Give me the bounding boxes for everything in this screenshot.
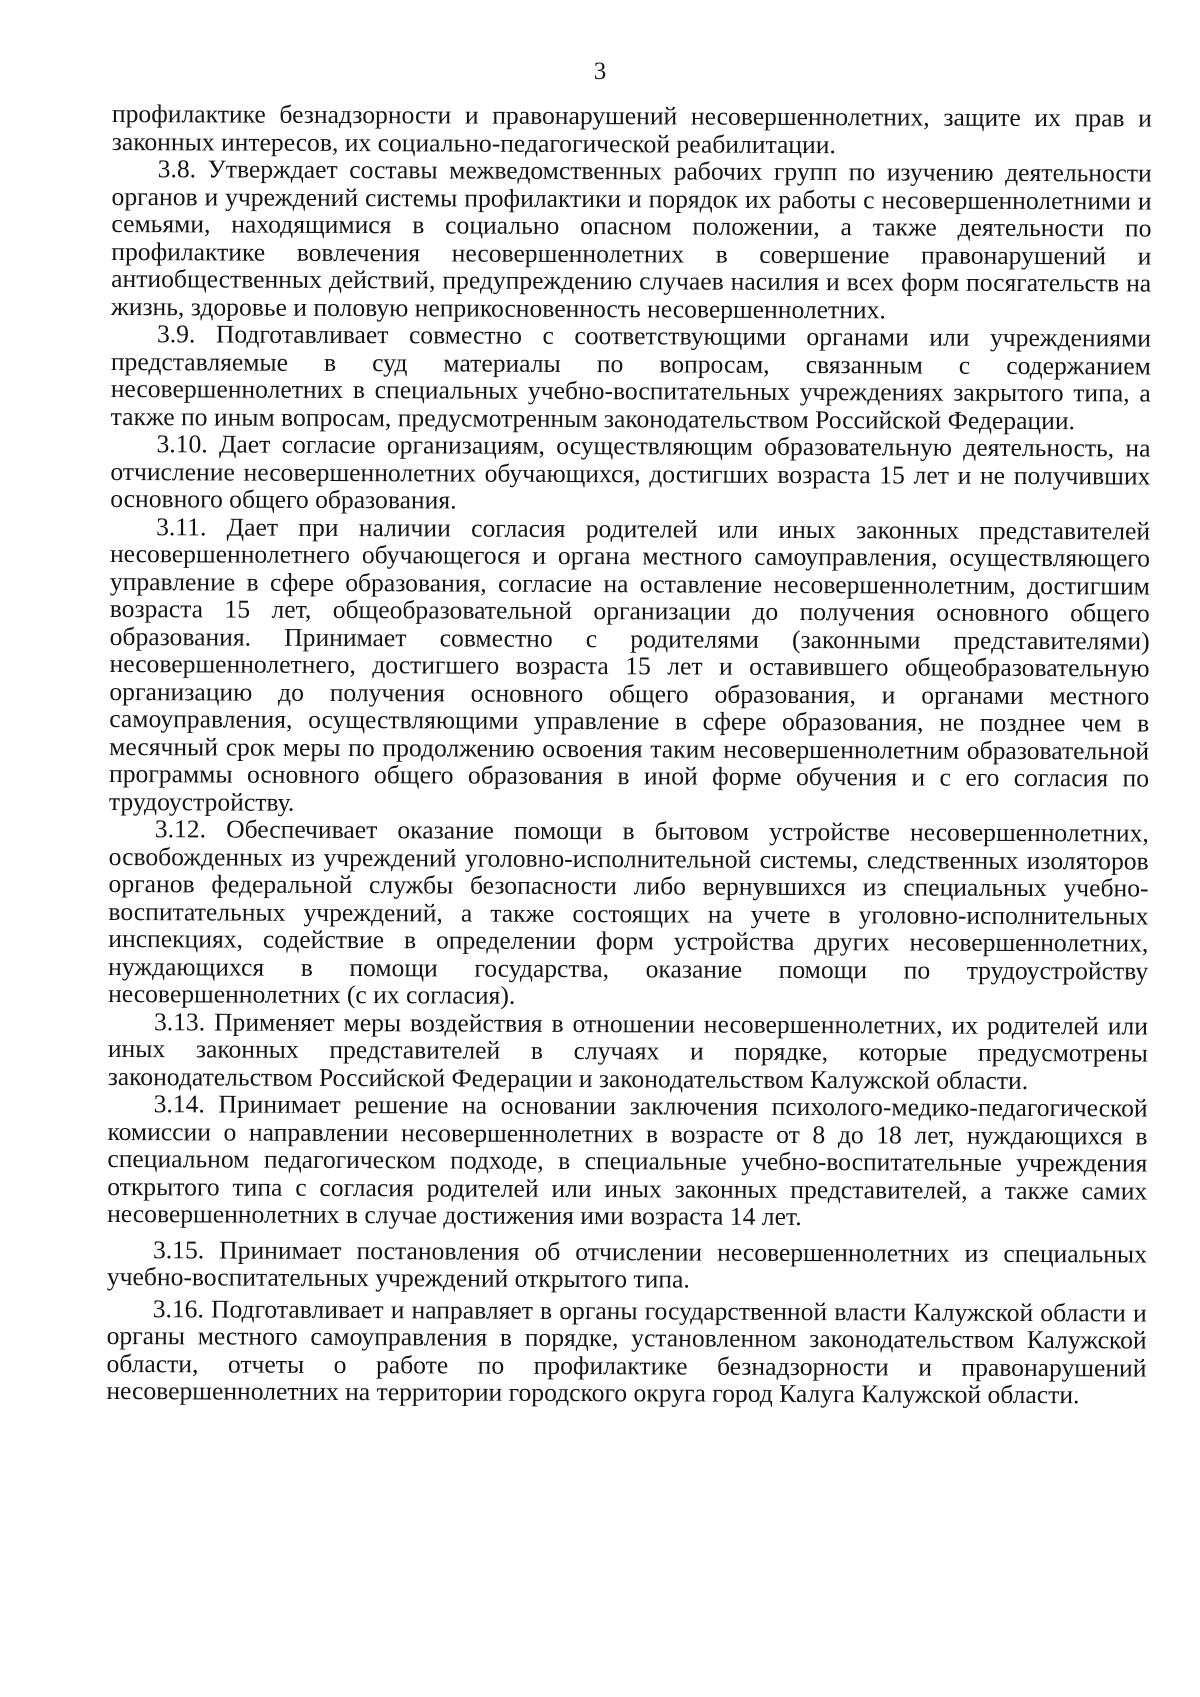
paragraph-3-13: 3.13. Применяет меры воздействия в отношении несовершеннолетних, их родителей или иных законных представителей в случаях и порядке, которые предусмотрены законодательством Российской Федерации и законодательством Калужской области. [107,1006,1149,1095]
paragraph-3-10: 3.10. Дает согласие организациям, осуществляющим образовательную деятельность, на отчисление несовершеннолетних обучающихся, достигших возраста 15 лет и не получивших основного общего образования. [110,429,1151,515]
paragraph-3-16: 3.16. Подготавливает и направляет в органы государственной власти Калужской области и органы местного самоуправления в порядке, установленном законодательством Калужской области, отчеты о работе по профилактике безнадзорности и правонарушений несовершеннолетних на территории городского округа город Калуга Калужской области. [106,1293,1147,1410]
document-body [106,100,1152,1409]
paragraph-3-12: 3.12. Обеспечивает оказание помощи в бытовом устройстве несовершеннолетних, освобожденных из учреждений уголовно-исполнительной системы, следственных изоляторов органов федеральной службы безопасности либо вернувшихся из специальных учебно-воспитательных учреждений, а также состоящих на учете в уголовно-исполнительных инспекциях, содействие в определении форм устройства других несовершеннолетних, нуждающихся в помощи государства, оказание помощи по трудоустройству несовершеннолетних (с их согласия). [108,814,1149,1010]
page-number: 3 [593,58,607,85]
paragraph-3-11: 3.11. Дает при наличии согласия родителей или иных законных представителей несовершеннолетнего обучающегося и органа местного самоуправления, осуществляющего управление в сфере образования, согласие на оставление несовершеннолетним, достигшим возраста 15 лет, общеобразовательной организации до получения основного общего образования. Принимает совместно с родителями (законными представителями) несовершеннолетнего, достигшего возраста 15 лет и оставившего общеобразовательную организацию до получения основного общего образования, и органами местного самоуправления, осуществляющими управление в сфере образования, не позднее чем в месячный срок меры по продолжению освоения таким несовершеннолетним образовательной программы основного общего образования в иной форме обучения и с его согласия по трудоустройству. [108,511,1151,817]
paragraph-3-15: 3.15. Принимает постановления об отчислении несовершеннолетних из специальных учебно-воспитательных учреждений открытого типа. [106,1234,1148,1294]
paragraph-3-8: 3.8. Утверждает составы межведомственных рабочих групп по изучению деятельности органов и учреждений системы профилактики и порядок их работы с несовершеннолетними и семьями, находящимися в социально опасном положении, а также деятельности по профилактике вовлечения несовершеннолетних в совершение правонарушений и антиобщественных действий, предупреждению случаев насилия и всех форм посягательств на жизнь, здоровье и половую неприкосновенность несовершеннолетних. [111,154,1152,324]
paragraph-3-9: 3.9. Подготавливает совместно с соответствующими органами или учреждениями представляемые в суд материалы по вопросам, связанным с содержанием несовершеннолетних в специальных учебно-воспитательных учреждениях закрытого типа, а также по иным вопросам, предусмотренным законодательством Российской Федерации. [110,319,1152,435]
paragraph-continuation: профилактике безнадзорности и правонарушений несовершеннолетних, защите их прав и законных интересов, их социально-педагогической реабилитации. [111,99,1152,159]
paragraph-3-14: 3.14. Принимает решение на основании заключения психолого-медико-педагогической комиссии о направлении несовершеннолетних в возрасте от 8 до 18 лет, нуждающихся в специальном педагогическом подходе, в специальные учебно-воспитательные учреждения открытого типа с согласия родителей или иных законных представителей, а также самих несовершеннолетних в случае достижения ими возраста 14 лет. [107,1089,1148,1232]
